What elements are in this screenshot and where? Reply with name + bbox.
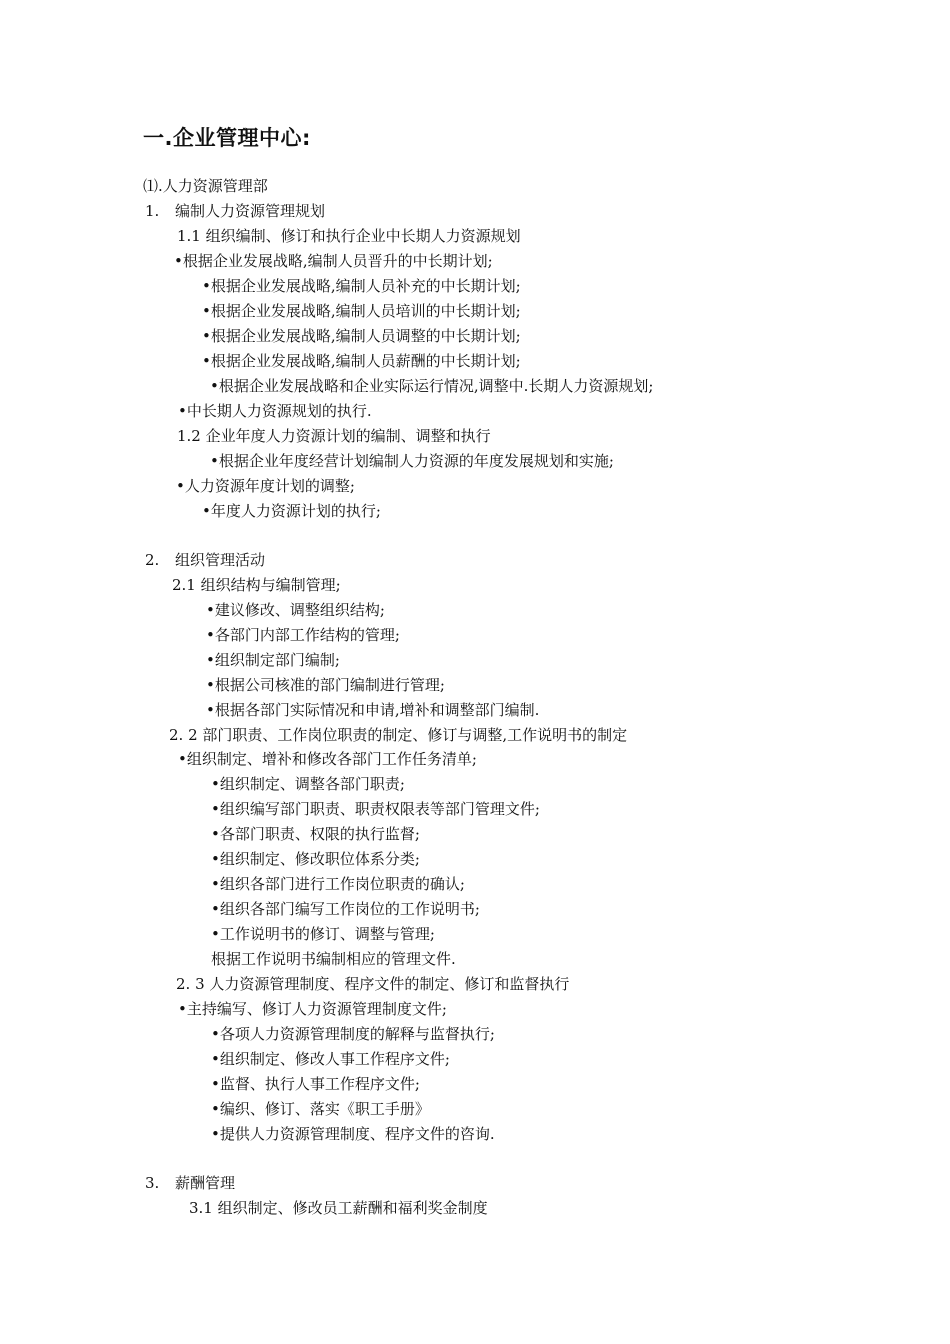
section-3-number: 3.	[145, 1174, 160, 1192]
list-item: •年度人力资源计划的执行;	[202, 502, 381, 520]
list-item: •根据企业年度经营计划编制人力资源的年度发展规划和实施;	[210, 452, 614, 470]
subsection-2-3: 2. 3 人力资源管理制度、程序文件的制定、修订和监督执行	[176, 975, 570, 993]
list-item: •各项人力资源管理制度的解释与监督执行;	[211, 1025, 495, 1043]
subsection-2-2: 2. 2 部门职责、工作岗位职责的制定、修订与调整,工作说明书的制定	[169, 726, 628, 744]
list-item: •组织制定、增补和修改各部门工作任务清单;	[178, 750, 477, 768]
list-item: •根据企业发展战略和企业实际运行情况,调整中.长期人力资源规划;	[210, 377, 654, 395]
list-item: •工作说明书的修订、调整与管理;	[211, 925, 435, 943]
section-1-title: 编制人力资源管理规划	[175, 202, 326, 220]
list-item: •根据企业发展战略,编制人员晋升的中长期计划;	[174, 252, 493, 270]
section-2-number: 2.	[145, 551, 160, 569]
list-item: •主持编写、修订人力资源管理制度文件;	[178, 1000, 447, 1018]
section-2-heading	[145, 550, 265, 570]
section-3-title: 薪酬管理	[175, 1174, 236, 1192]
list-item: •各部门内部工作结构的管理;	[206, 626, 400, 644]
subsection-3-1: 3.1 组织制定、修改员工薪酬和福利奖金制度	[189, 1199, 488, 1217]
section-1-heading	[145, 201, 325, 221]
list-item: •监督、执行人事工作程序文件;	[211, 1075, 420, 1093]
subsection-1-1: 1.1 组织编制、修订和执行企业中长期人力资源规划	[177, 227, 521, 245]
list-item: •组织各部门进行工作岗位职责的确认;	[211, 875, 465, 893]
list-item: •根据企业发展战略,编制人员补充的中长期计划;	[202, 277, 521, 295]
list-item: •组织制定、调整各部门职责;	[211, 775, 405, 793]
list-item: •组织编写部门职责、职责权限表等部门管理文件;	[211, 800, 540, 818]
list-item: •人力资源年度计划的调整;	[176, 477, 355, 495]
list-item: •各部门职责、权限的执行监督;	[211, 825, 420, 843]
list-item: •建议修改、调整组织结构;	[206, 601, 385, 619]
subsection-2-1: 2.1 组织结构与编制管理;	[172, 576, 341, 594]
subsection-1-2: 1.2 企业年度人力资源计划的编制、调整和执行	[177, 427, 491, 445]
list-item: •编织、修订、落实《职工手册》	[211, 1100, 430, 1118]
list-item: •根据企业发展战略,编制人员薪酬的中长期计划;	[202, 352, 521, 370]
list-item: 根据工作说明书编制相应的管理文件.	[211, 950, 456, 968]
section-title: ⑴.人力资源管理部	[143, 177, 268, 195]
list-item: •中长期人力资源规划的执行.	[178, 402, 372, 420]
list-item: •根据各部门实际情况和申请,增补和调整部门编制.	[206, 701, 540, 719]
list-item: •根据企业发展战略,编制人员调整的中长期计划;	[202, 327, 521, 345]
list-item: •提供人力资源管理制度、程序文件的咨询.	[211, 1125, 495, 1143]
list-item: •组织制定、修改人事工作程序文件;	[211, 1050, 450, 1068]
list-item: •组织各部门编写工作岗位的工作说明书;	[211, 900, 480, 918]
section-2-title: 组织管理活动	[175, 551, 266, 569]
section-1-number: 1.	[145, 202, 160, 220]
list-item: •根据公司核准的部门编制进行管理;	[206, 676, 445, 694]
list-item: •根据企业发展战略,编制人员培训的中长期计划;	[202, 302, 521, 320]
section-3-heading	[145, 1173, 235, 1193]
list-item: •组织制定、修改职位体系分类;	[211, 850, 420, 868]
page-heading: 一.企业管理中心:	[143, 126, 311, 150]
list-item: •组织制定部门编制;	[206, 651, 340, 669]
